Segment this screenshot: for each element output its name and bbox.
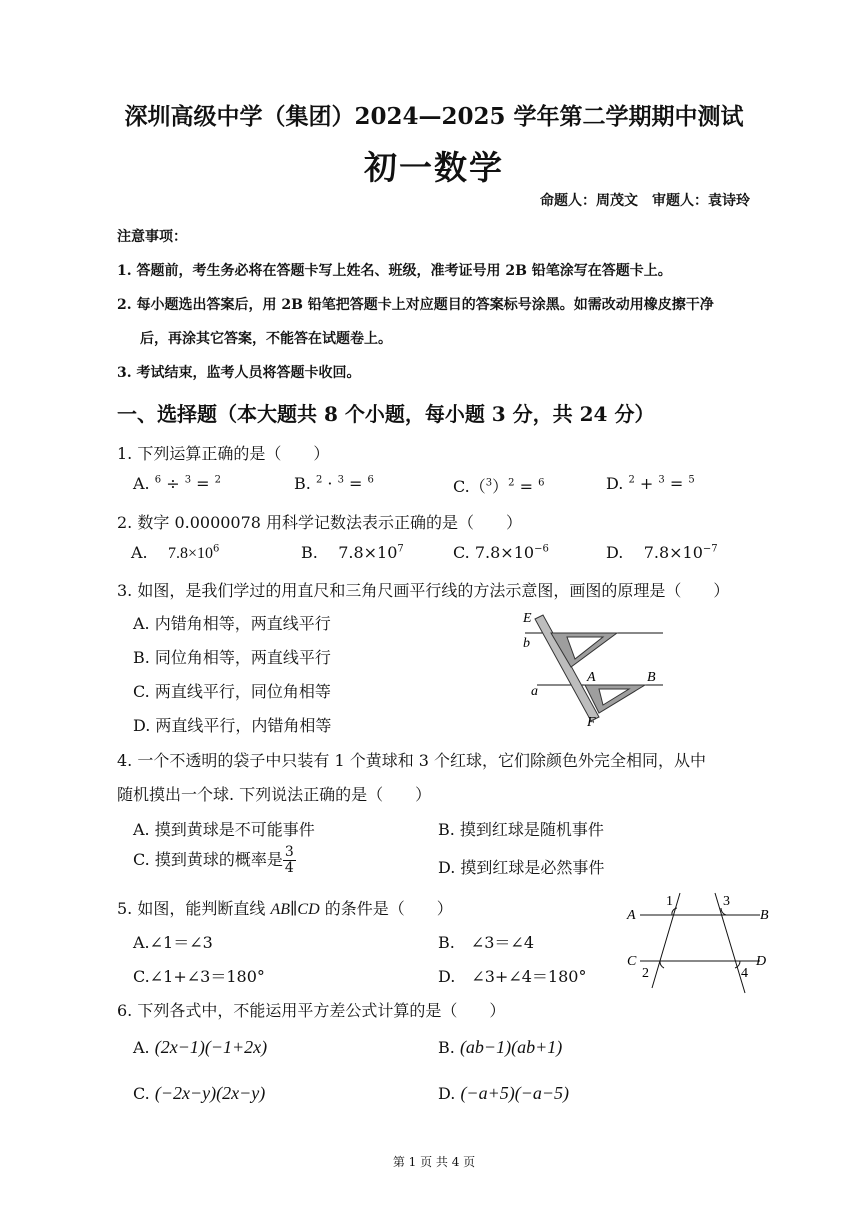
q2-option-b: B. $7.8\times 10^7$ bbox=[301, 543, 404, 562]
q6-option-b: B. (ab−1)(ab+1) bbox=[438, 1037, 563, 1057]
notes-heading: 注意事项： bbox=[117, 229, 187, 245]
q2-option-c: C. $7.8\times 10^{-6}$ bbox=[453, 543, 549, 562]
angle-3: 3 bbox=[723, 894, 730, 909]
label-a: a bbox=[531, 684, 538, 699]
q1-stem: 1. 下列运算正确的是（ ） bbox=[117, 444, 330, 463]
q1-option-b: B. $^2$ · $^3$ = $^6$ bbox=[294, 474, 374, 493]
q2-stem: 2. 数字 0.0000078 用科学记数法表示正确的是（ ） bbox=[117, 513, 523, 532]
q3-option-b: B. 同位角相等，两直线平行 bbox=[133, 648, 331, 667]
q4-option-b: B. 摸到红球是随机事件 bbox=[438, 820, 604, 839]
q5-option-c: C.∠1+∠3＝180° bbox=[133, 967, 265, 986]
q4-stem-line2: 随机摸出一个球. 下列说法正确的是（ ） bbox=[117, 785, 432, 804]
q4-stem-line1: 4. 一个不透明的袋子中只装有 1 个黄球和 3 个红球，它们除颜色外完全相同，从中 bbox=[117, 751, 707, 770]
label-b: b bbox=[523, 636, 530, 651]
angle-2: 2 bbox=[642, 966, 649, 981]
q3-figure bbox=[515, 605, 675, 730]
q3-option-c: C. 两直线平行，同位角相等 bbox=[133, 682, 331, 701]
note-2: 2. 每小题选出答案后，用 2B 铅笔把答题卡上对应题目的答案标号涂黑。如需改动用橡皮擦干净 bbox=[117, 297, 714, 313]
q1-option-a: A. $^6$ ÷ $^3$ = $^2$ bbox=[133, 474, 222, 493]
section-heading: 一、选择题（本大题共 8 个小题，每小题 3 分，共 24 分） bbox=[117, 402, 655, 426]
q5-stem: 5. 如图，能判断直线 AB∥CD 的条件是（ ） bbox=[117, 899, 453, 918]
q6-stem: 6. 下列各式中，不能运用平方差公式计算的是（ ） bbox=[117, 1001, 506, 1020]
angle-4: 4 bbox=[741, 966, 748, 981]
label-B: B bbox=[647, 670, 656, 685]
q5-option-b: B. ∠3＝∠4 bbox=[438, 933, 535, 952]
fraction: $\frac{3}{4}$ bbox=[284, 844, 294, 876]
q4-option-d: D. 摸到红球是必然事件 bbox=[438, 858, 605, 877]
q4-option-a: A. 摸到黄球是不可能事件 bbox=[133, 820, 315, 839]
q3-option-a: A. 内错角相等，两直线平行 bbox=[133, 614, 331, 633]
q6-option-a: A. (2x−1)(−1+2x) bbox=[133, 1037, 268, 1057]
note-2-cont: 后，再涂其它答案，不能答在试题卷上。 bbox=[140, 331, 392, 347]
note-1: 1. 答题前，考生务必将在答题卡写上姓名、班级，准考证号用 2B 铅笔涂写在答题卡上。 bbox=[117, 263, 672, 279]
label-B: B bbox=[760, 908, 769, 923]
q3-stem: 3. 如图，是我们学过的用直尺和三角尺画平行线的方法示意图，画图的原理是（ ） bbox=[117, 581, 730, 600]
note-3: 3. 考试结束，监考人员将答题卡收回。 bbox=[117, 365, 361, 381]
label-F: F bbox=[587, 715, 596, 730]
q3-option-d: D. 两直线平行，内错角相等 bbox=[133, 716, 332, 735]
q5-option-d: D. ∠3+∠4＝180° bbox=[438, 967, 587, 986]
label-A: A bbox=[587, 670, 596, 685]
q4-option-c: C. 摸到黄球的概率是 $\frac{3}{4}$ bbox=[133, 844, 294, 876]
q1-option-c: $C.(^3)^2 = ^6$ bbox=[453, 477, 545, 496]
q5-option-a: A.∠1＝∠3 bbox=[133, 933, 213, 952]
exam-title: 深圳高级中学（集团）2024—2025 学年第二学期期中测试 bbox=[124, 103, 744, 130]
page-footer: 第 1 页 共 4 页 bbox=[392, 1155, 476, 1169]
label-E: E bbox=[523, 611, 532, 626]
label-A: A bbox=[627, 908, 636, 923]
q6-option-d: D. (−a+5)(−a−5) bbox=[438, 1083, 569, 1103]
subject-title: 初一数学 bbox=[364, 148, 504, 187]
q2-option-a: A. $7.8\times 10^6$ bbox=[131, 543, 220, 562]
label-C: C bbox=[627, 954, 637, 969]
q6-option-c: C. (−2x−y)(2x−y) bbox=[133, 1083, 266, 1103]
q5-figure bbox=[620, 888, 780, 998]
q1-option-d: D. $^2$ + $^3$ = $^5$ bbox=[606, 474, 695, 493]
label-D: D bbox=[756, 954, 767, 969]
author-line: 命题人：周茂文 审题人：袁诗玲 bbox=[540, 193, 750, 209]
angle-1: 1 bbox=[666, 894, 673, 909]
q2-option-d: D. $7.8\times 10^{-7}$ bbox=[606, 543, 718, 562]
